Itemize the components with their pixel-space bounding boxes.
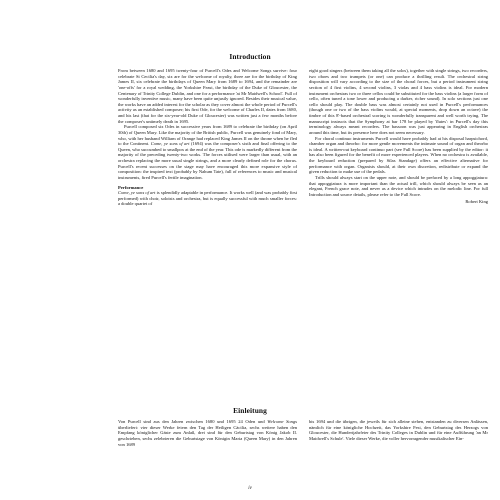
einleitung-text-post: überliefert: vier dieser Werke feiern den Tag der Heiligen Cäcilia, sechs weitere haben den Empfang königlicher Gäste zum Anlaß, drei sind für den Geburtstag von König Jakob II. geschrieben, sechs zelebrieren die Geburtstage von Königin Maria (Queen Mary) in den Jahren von 1689 bbox=[118, 424, 297, 447]
performance-text: is splendidly adaptable in performance. It works well (and was probably first performed) with choir, soloists and orchestra, but is equally successful with much smaller forces: a double quartet of bbox=[118, 190, 298, 207]
einleitung-text-pre: Von Purcell sind aus den Jahren zwischen 1680 und 1695 24 Oden und bbox=[118, 419, 265, 424]
intro-right-paragraph-3: Trills should always start on the upper note, and should be prefaced by a long appoggiatura: that appoggiatura is more important than the actual trill, which should always be seen as an elegant, French grace note, and never as a device which intrudes on the melodic line. For full Introduction and source details, please refer to the Full Score. bbox=[309, 174, 488, 197]
introduction-heading: Introduction bbox=[229, 52, 271, 61]
introduction-right-column bbox=[309, 68, 488, 398]
introduction-left-column bbox=[118, 68, 297, 398]
intro-paragraph-2 bbox=[118, 124, 297, 180]
einleitung-right-paragraph: bis 1694 und die übrigen, die jeweils für sich alleine stehen, entstanden zu diversen Anlässen, nämlich für eine königliche Hochzeit, das Yorkshire Fest, den Geburtstag des Herzogs von Gloucester, die Hundertjahrfeier des Trinity Colleges in Dublin und für eine Aufführung 'an Mr Maidwell's Schule'. Viele dieser Werke, die voller hervorragender musikalischer Ein- bbox=[309, 419, 488, 441]
performance-work-title: Come, ye sons of art bbox=[118, 190, 156, 196]
intro-right-paragraph-2: For choral continuo instruments Purcell would have probably had at his disposal harpsichord, chamber organ and theorbo: for more gentle movements the intimate sound of organ and theorbo is ideal. A written-out keyboard continuo part (see Full Score) has been supplied by the editor: it has also been figured for the benefit of more experienced players. When no orchestra is available, the keyboard reduction (prepared by Silas Standage) offers an effective alternative for performance with organ. Organists should, at their own discretion, redistribute or expand the given reduction to make use of the pedals. bbox=[309, 135, 488, 175]
intro-paragraph-1: From between 1680 and 1695 twenty-four of Purcell's Odes and Welcome Songs survive: four celebrate St Cecilia's day, six are for the welcome of royalty, three are for the birthday of King James II, six celebrate the birthdays of Queen Mary from 1689 to 1694, and the remainder are 'one-offs' for a royal wedding, the Yorkshire Feast, the birthday of the Duke of Gloucester, the Centenary of Trinity College Dublin, and one for a performance 'at Mr Maidwell's School'. Full of wonderfully inventive music, many have been quite unjustly ignored. Besides their musical value, the works have an added interest for the scholar as they cover almost the whole period of Purcell's activity as an established composer; his first Ode, for the welcome of Charles II, dates from 1680, and his last (that for the six-year-old Duke of Gloucester) was written just a few months before the composer's untimely death in 1695. bbox=[118, 68, 297, 124]
einleitung-right-column bbox=[309, 419, 488, 479]
author-signature: Robert King bbox=[465, 199, 488, 205]
page-number: iv bbox=[248, 486, 252, 491]
einleitung-italic: Welcome Songs bbox=[267, 419, 297, 424]
einleitung-left-column bbox=[118, 419, 297, 479]
intro-paragraph-2-cont: (1694) was the composer's sixth and final offering to the Queen, who succumbed to smallpox at the end of the year. This ode is markedly different from the majority of the preceding twenty-two works. The forces utilised were larger than usual, with an orchestra replacing the more usual single strings, and a more clearly defined role for the chorus. Purcell's recent successes on the stage may have encouraged this more expansive style of composition: the inspired text (probably by Nahum Tate), full of references to music and musical instruments, fired Purcell's fertile imagination. bbox=[118, 141, 298, 180]
intro-paragraph-2-text: Purcell composed six Odes in successive years from 1689 to celebrate the birthday (on April 30th) of Queen Mary. Like the majority of the British public, Purcell was genuinely fond of Mary, who, with her husband William of Orange had replaced King James II on the throne when he fled to the Continent. bbox=[118, 124, 297, 147]
einleitung-heading: Einleitung bbox=[233, 406, 267, 415]
work-title-italic: Come, ye sons of art bbox=[150, 141, 190, 147]
performance-heading: Performance bbox=[118, 184, 144, 190]
performance-paragraph bbox=[118, 190, 297, 207]
intro-right-paragraph-1: eight good singers (between them taking all the solos), together with single strings, two recorders, two oboes and two trumpets (or one) can produce a thrilling result. The orchestral string disposition will vary according to the size of the choral forces, but a period instrument string section of 4 first violins, 4 second violins, 3 violas and 4 bass violins is ideal. For modern instrument orchestras two or three cellos could be substituted for the bass violins (a larger form of cello, often tuned a tone lower and producing a darker, richer sound). In solo sections just one cello should play. The double bass was almost certainly not used in Purcell's performances (though one or two of the bass violins would, at special moments, drop down an octave) the timbre of this 8'-based orchestral scoring is wonderfully transparent and well worth trying. The manuscript instructs that the Symphony at bar 178 be played by 'flutes': in Purcell's day this terminology always meant recorders. The bassoon was just appearing in English orchestras around this time, but its presence here does not seem necessary. bbox=[309, 68, 488, 135]
einleitung-paragraph-1 bbox=[118, 419, 297, 447]
